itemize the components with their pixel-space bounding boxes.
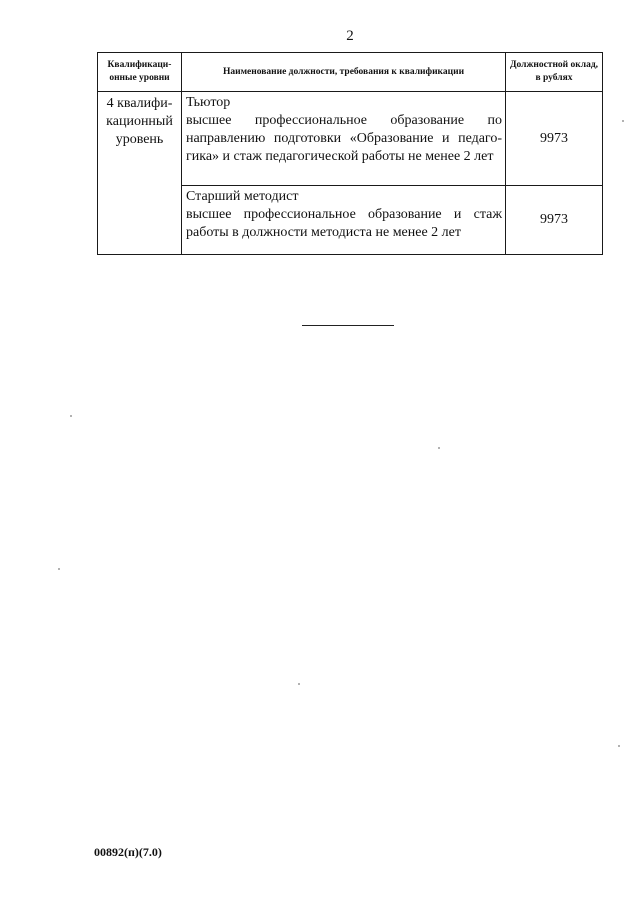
table-header-row <box>98 53 603 92</box>
qualification-level-cell: 4 квалифи-кационный уровень <box>98 92 182 255</box>
qualification-table-container <box>97 52 603 255</box>
salary-cell: 9973 <box>506 92 603 186</box>
scan-speck <box>298 683 300 685</box>
position-cell <box>182 92 506 186</box>
table-row <box>98 92 603 186</box>
position-title: Старший методист <box>186 189 299 204</box>
scan-speck <box>58 568 60 570</box>
salary-cell: 9973 <box>506 186 603 255</box>
document-code: 00892(п)(7.0) <box>94 845 162 859</box>
end-of-document-rule <box>302 325 394 326</box>
header-qualification-levels: Квалификаци-онные уровни <box>98 53 182 92</box>
header-position-requirements: Наименование должности, требования к квалификации <box>182 53 506 92</box>
position-cell <box>182 186 506 255</box>
page-number: 2 <box>346 28 354 44</box>
header-salary: Должностной оклад, в рублях <box>506 53 603 92</box>
scan-speck <box>618 745 620 747</box>
scan-speck <box>438 447 440 449</box>
position-requirements: высшее профессиональное образование и стаж работы в должности методиста не менее 2 лет <box>186 207 502 240</box>
scan-speck <box>70 415 72 417</box>
position-requirements: высшее профессиональное образование по направлению подготовки «Образование и педаго-гика» и стаж педагогической работы не менее 2 лет <box>186 113 502 164</box>
qualification-table <box>97 52 603 255</box>
scan-speck <box>622 120 624 122</box>
position-title: Тьютор <box>186 95 231 110</box>
